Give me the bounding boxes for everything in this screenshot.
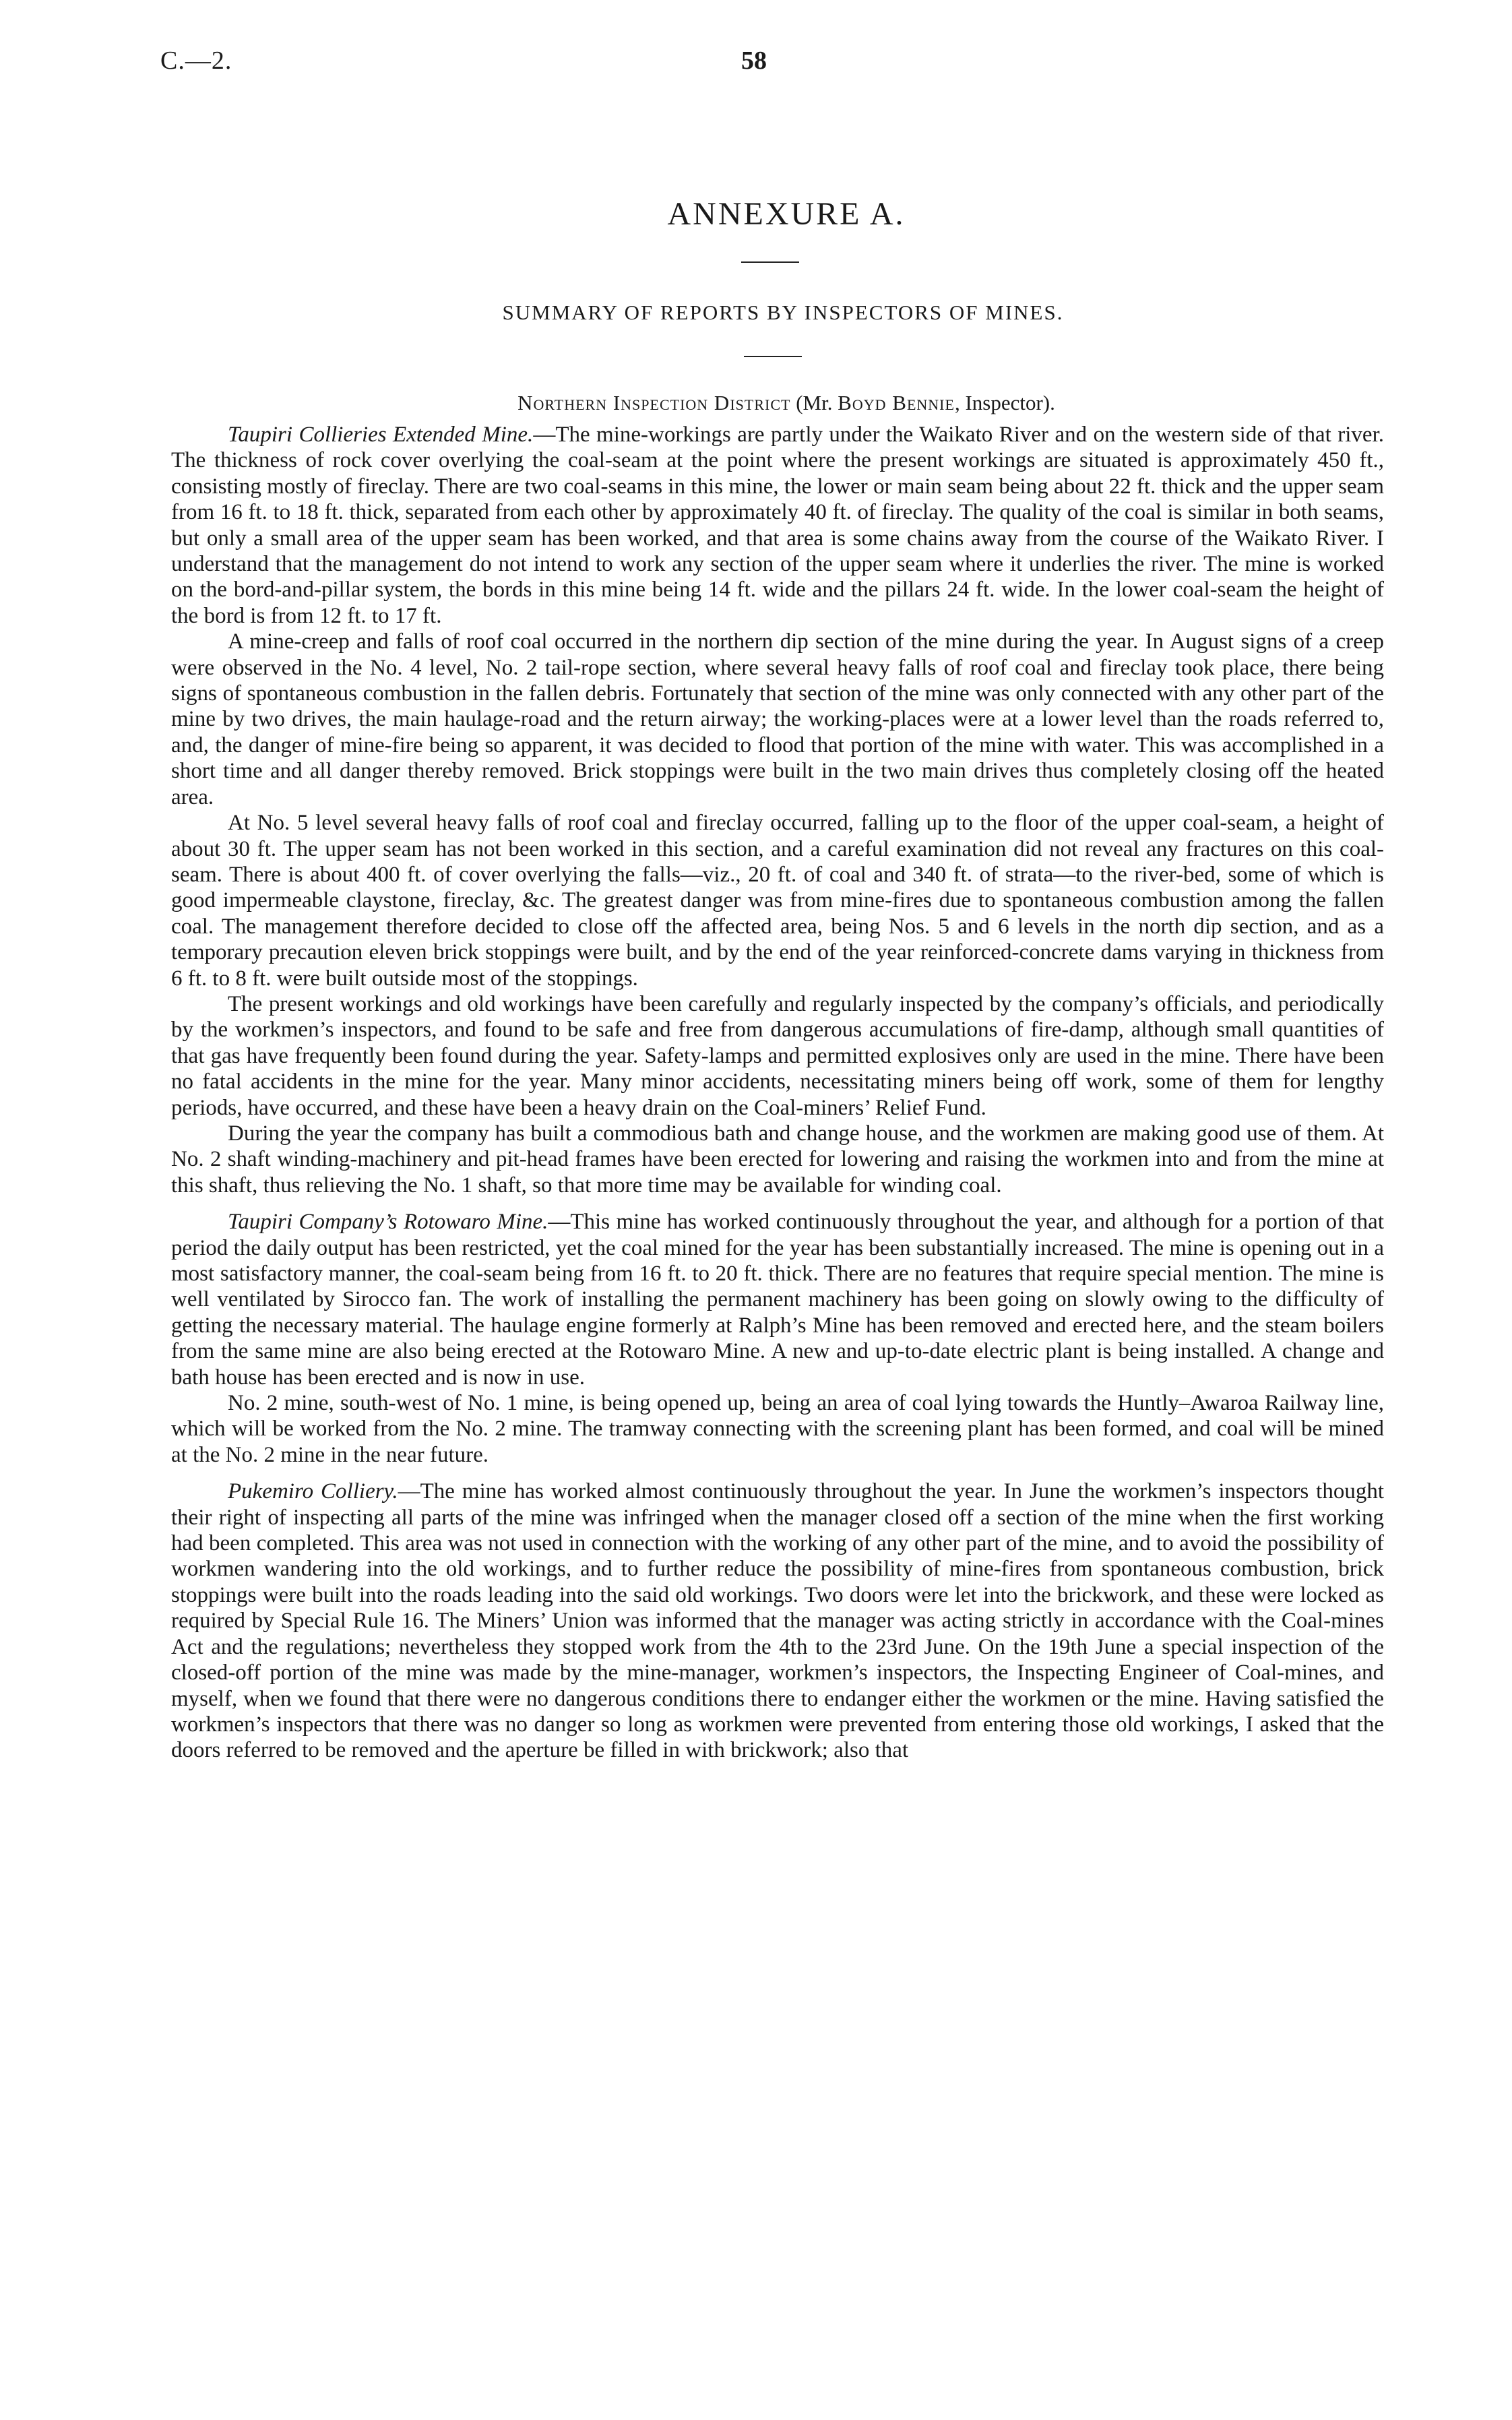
district-open-paren: (Mr. — [796, 391, 833, 414]
paragraph-text: —The mine has worked almost continuously throughout the year. In June the workmen’s inspectors thought their right of inspecting all parts of the mine was infringed when the manager closed off a section of the mine when the first working had been completed. This area was not used in connection with the working of any other part of the mine, and to avoid the possibility of workmen wandering into the old workings, and to further reduce the possibility of mine-fires from spontaneous combustion, brick stoppings were built into the roads leading into the said old workings. Two doors were let into the brickwork, and these were locked as required by Special Rule 16. The Miners’ Union was informed that the manager was acting strictly in accordance with the Coal-mines Act and the regulations; nevertheless they stopped work from the 4th to the 23rd June. On the 19th June a special inspection of the closed-off portion of the mine was made by the mine-manager, workmen’s inspectors, the Inspecting Engineer of Coal-mines, and myself, when we found that there were no dangerous conditions there to endanger either the workmen or the mine. Having satisfied the workmen’s inspectors that there was no danger so long as workmen were prevented from entering those old workings, I asked that the doors referred to be removed and the aperture be filled in with brickwork; also that — [171, 1479, 1385, 1763]
paragraph — [171, 422, 1384, 629]
paragraph — [171, 1209, 1384, 1390]
running-head — [0, 46, 1512, 86]
paragraph-text: During the year the company has built a commodious bath and change house, and the workmen are making good use of them. At No. 2 shaft winding-machinery and pit-head frames have been erected for lowering and raising the workmen into and from the mine at this shaft, thus relieving the No. 1 shaft, so that more time may be available for winding coal. — [171, 1121, 1384, 1198]
mine-title: Taupiri Company’s Rotowaro Mine. — [228, 1210, 548, 1235]
document-code: C.—2. — [160, 46, 232, 75]
mine-title: Taupiri Collieries Extended Mine. — [228, 423, 534, 447]
divider-rule — [744, 356, 802, 357]
paragraph-text: A mine-creep and falls of roof coal occurred in the northern dip section of the mine during the year. In August signs of a creep were observed in the No. 4 level, No. 2 tail-rope section, where several heavy falls of roof coal and fireclay took place, there being signs of spontaneous combustion in the fallen debris. Fortunately that section of the mine was only connected with any other part of the mine by two drives, the main haulage-road and the return airway; the working-places were at a lower level than the roads referred to, and, the danger of mine-fire being so apparent, it was decided to flood that portion of the mine with water. This was accomplished in a short time and all danger thereby removed. Brick stoppings were built in the two main drives thus completely closing off the heated area. — [171, 629, 1384, 809]
summary-title: SUMMARY OF REPORTS BY INSPECTORS OF MINES. — [502, 301, 1064, 324]
paragraph — [171, 1479, 1384, 1763]
paragraph-text: The present workings and old workings have been carefully and regularly inspected by the company’s officials, and periodically by the workmen’s inspectors, and found to be safe and free from dangerous accumulations of fire-damp, although small quantities of that gas have frequently been found during the year. Safety-lamps and permitted explosives only are used in the mine. There have been no fatal accidents in the mine for the year. Many minor accidents, necessitating miners being off work, some of them for lengthy periods, have occurred, and these have been a heavy drain on the Coal-miners’ Relief Fund. — [171, 991, 1384, 1120]
paragraph — [171, 1121, 1384, 1198]
report-body — [171, 422, 1384, 1764]
inspector-name: Boyd Bennie — [838, 391, 955, 414]
district-heading — [0, 391, 1512, 415]
paragraph — [171, 810, 1384, 991]
mine-title: Pukemiro Colliery. — [228, 1479, 398, 1504]
page-number: 58 — [741, 46, 767, 75]
paragraph-text: No. 2 mine, south-west of No. 1 mine, is being opened up, being an area of coal lying towards the Huntly–Awaroa Railway line, which will be worked from the No. 2 mine. The tramway connecting with the screening plant has been formed, and coal will be mined at the No. 2 mine in the near future. — [171, 1391, 1384, 1467]
inspector-role: , Inspector). — [954, 391, 1055, 414]
divider-rule — [741, 261, 799, 263]
annexure-title: ANNEXURE A. — [667, 196, 906, 232]
paragraph-text: —This mine has worked continuously throughout the year, and although for a portion of that period the daily output has been restricted, yet the coal mined for the year has been substantially increased. The mine is opening out in a most satisfactory manner, the coal-seam being from 16 ft. to 20 ft. thick. There are no features that require special mention. The mine is well ventilated by Sirocco fan. The work of installing the permanent machinery has been going on slowly owing to the difficulty of getting the necessary material. The haulage engine formerly at Ralph’s Mine has been removed and erected here, and the steam boilers from the same mine are also being erected at the Rotowaro Mine. A new and up-to-date electric plant is being installed. A change and bath house has been erected and is now in use. — [171, 1210, 1384, 1390]
paragraph-text: —The mine-workings are partly under the Waikato River and on the western side of that river. The thickness of rock cover overlying the coal-seam at the point where the present workings are situated is approximately 450 ft., consisting mostly of fireclay. There are two coal-seams in this mine, the lower or main seam being about 22 ft. thick and the upper seam from 16 ft. to 18 ft. thick, separated from each other by approximately 40 ft. of fireclay. The quality of the coal is similar in both seams, but only a small area of the upper seam has been worked, and that area is some chains away from the course of the Waikato River. I understand that the management do not intend to work any section of the upper seam where it underlies the river. The mine is worked on the bord-and-pillar system, the bords in this mine being 14 ft. wide and the pillars 24 ft. wide. In the lower coal-seam the height of the bord is from 12 ft. to 17 ft. — [171, 423, 1384, 628]
paragraph — [171, 1390, 1384, 1468]
paragraph — [171, 629, 1384, 810]
paragraph — [171, 991, 1384, 1121]
district-name: Northern Inspection District — [517, 391, 791, 414]
paragraph-text: At No. 5 level several heavy falls of roof coal and fireclay occurred, falling up to the floor of the upper coal-seam, a height of about 30 ft. The upper seam has not been worked in this section, and a careful examination did not reveal any fractures on this coal-seam. There is about 400 ft. of cover overlying the falls—viz., 20 ft. of coal and 340 ft. of strata—to the river-bed, some of which is good impermeable claystone, fireclay, &c. The greatest danger was from mine-fires due to spontaneous combustion among the fallen coal. The management therefore decided to close off the affected area, being Nos. 5 and 6 levels in the north dip section, and as a temporary precaution eleven brick stoppings were built, and by the end of the year reinforced-concrete dams varying in thickness from 6 ft. to 8 ft. were built outside most of the stoppings. — [171, 811, 1384, 991]
